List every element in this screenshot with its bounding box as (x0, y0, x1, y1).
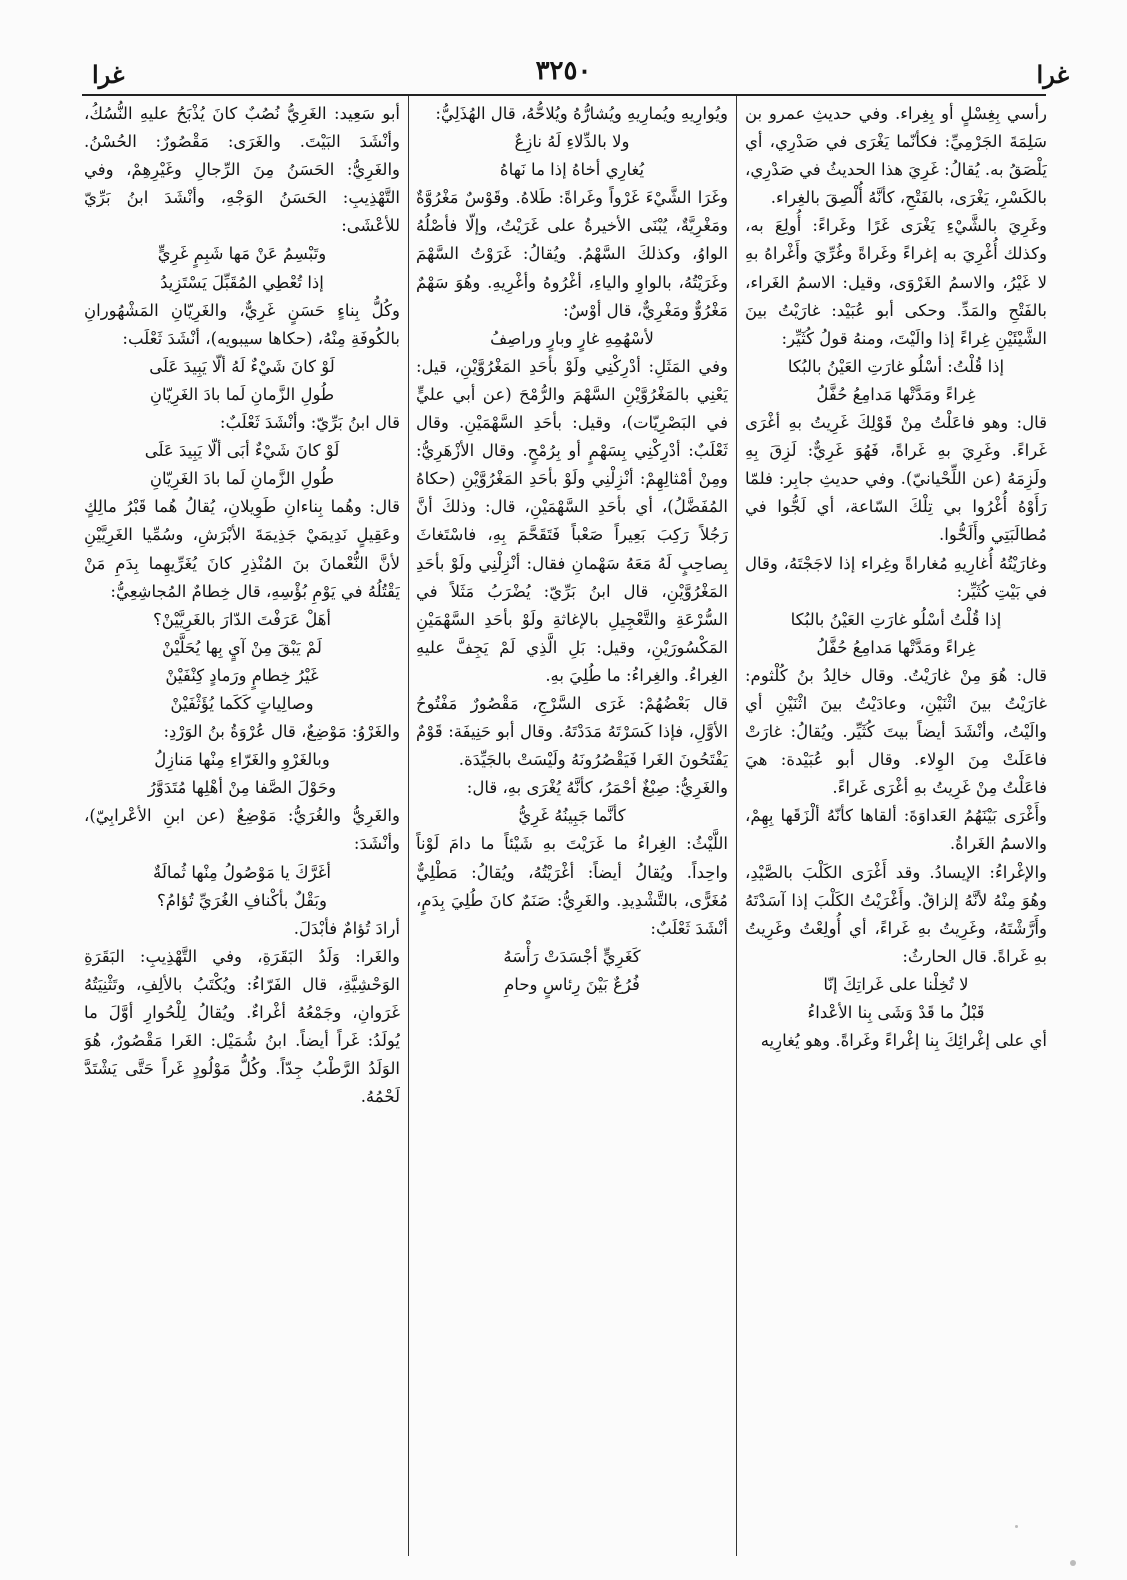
verse-line: لَمْ يَبْقَ مِنْ آيٍ بِها يُحَلَّيْنْ (162, 637, 322, 657)
verse-line: وبَقْلٌ بأكْنافِ الغُرَيِّ تُؤامُ؟ (157, 890, 327, 910)
entry-paragraph: أي على إغْرائِكَ بِنا إغْراءً وغَراةً. وهو يُغارِيه (760, 1031, 1047, 1051)
column-left (84, 100, 400, 1550)
column-right (745, 100, 1047, 1550)
verse-line: لَوْ كانَ شَيْءٌ لَهُ ألّا يَبِيدَ عَلَى (149, 356, 335, 376)
entry-paragraph: اللَّيْثُ: الغِراءُ ما غَرَيْتَ بهِ شَيْئاً ما دامَ لَوْناً واحِداً. ويُقالُ أيضاً: أغْرَيْتُهُ، ويُقالُ: مَطْلِيٌّ مُغَرًّى، بالتَّشْدِيدِ. والغَرِيُّ: صَنَمٌ كانَ طُلِيَ بِدَمٍ، أنْشَدَ ثَعْلَبٌ: (416, 834, 728, 938)
verse-line: يُغارِي أخاهُ إذا ما نَهاهُ (499, 160, 645, 180)
entry-paragraph: قال: وهُما بِناءانِ طَوِيلانِ، يُقالُ هُما قَبْرُ مالِكٍ وعَقِيلٍ نَدِيمَيْ جَذِيمَةَ الأبْرَشِ، وسُمِّيا الغَرِيَّيْنِ لأنَّ النُّعْمانَ بنَ المُنْذِرِ كانَ يُغَرِّيهِما بِدَمِ مَنْ يَقْتُلُهُ في يَوْمِ بُؤْسِهِ، قال خِطامٌ المُجاشِعِيُّ: (84, 497, 400, 601)
entry-paragraph: وفي المَثَلِ: أدْرِكْنِي ولَوْ بأحَدِ المَغْرُوَّيْنِ، قيل: يَعْنِي بالمَغْرُوَّيْنِ السَّهْمَ والرُّمْحَ (عن أبي عليٍّ في البَصْرِيّات)، وقيل: بأحَدِ السَّهْمَيْنِ. وقال ثَعْلَبٌ: أدْرِكْنِي بِسَهْمٍ أو بِرُمْحٍ. وقال الأزْهَرِيُّ: ومِنْ أمْثالِهِمْ: أنْزِلْنِي ولَوْ بأحَدِ المَغْرُوَّيْنِ (حكاهُ المُفَضَّلُ)، أي بأحَدِ السَّهْمَيْنِ، قال: وذلكَ أنَّ رَجُلاً رَكِبَ بَعِيراً صَعْباً فَتَقَحَّمَ بِهِ، فاسْتَغاثَ بِصاحِبٍ لَهُ مَعَهُ سَهْمانِ فقال: أنْزِلْنِي ولَوْ بأحَدِ المَغْرُوَّيْنِ، قال ابنُ بَرِّيّ: يُضْرَبُ مَثَلاً في السُّرْعَةِ والتَّعْجِيلِ بالإغاثةِ ولَوْ بأحَدِ السَّهْمَيْنِ المَكْسُورَيْنِ، وقيل: بَلِ الَّذِي لَمْ يَجِفَّ عليهِ الغِراءُ. والغِراءُ: ما طُلِيَ بهِ. (416, 356, 728, 685)
entry-paragraph: أرادَ تُؤامٌ فأبْدَلَ. (293, 918, 400, 938)
verse-line: أغَرَّكَ يا مَوْصُولُ مِنْها ثُمالَةٌ (153, 862, 331, 882)
verse-line: ولا بالدِّلاءِ لَهُ نازِعٌ (514, 132, 630, 152)
entry-paragraph: والغَرا: وَلَدُ البَقَرَةِ، وفي التَّهْذِيبِ: البَقَرَةِ الوَحْشِيَّةِ، قال الفَرّاءُ: ويُكْتَبُ بالألِفِ، وتَثْنِيَتُهُ غَرَوانِ، وجَمْعُهُ أغْراءٌ. ويُقالُ لِلْحُوارِ أوَّلَ ما يُولَدُ: غَراً أيضاً. ابنُ شُمَيْل: الغَرا مَقْصُورٌ، هُوَ الوَلَدُ الرَّطْبُ جِدّاً. وكُلُّ مَوْلُودٍ غَراً حَتَّى يَشْتَدَّ لَحْمُهُ. (84, 946, 400, 1107)
header-entry-word-left: غرا (92, 60, 125, 89)
verse-line: وبالغَرْوِ والغَرّاءِ مِنْها مَنازِلُ (154, 750, 330, 770)
verse-line: غِراءً ومَدَّتْها مَدامِعُ حُفَّلُ (816, 384, 976, 404)
entry-paragraph: قال: هُوَ مِنْ غارَيْتُ. وقال خالِدُ بنُ كُلْثوم: غارَيْتُ بينَ اثْنَيْنِ، وعادَيْتُ بينَ اثْنَيْنِ أي والَيْتُ، وأنْشَدَ أيضاً بيتَ كُثَيِّر. ويُقالُ: غارَتْ فاعَلَتْ مِنَ الوِلاء. وقال أبو عُبَيْدة: هيَ فاعَلْتُ مِنْ غَرِيتُ بهِ أغْرَى غَراءً. (745, 665, 1047, 798)
verse-line: كأنَّما جَبِينُهُ غَرِيُّ (518, 806, 626, 826)
verse-line: وتَبْسِمُ عَنْ مَها شَبِمٍ غَرِيٍّ (157, 244, 327, 264)
verse-line: إذا قُلْتُ: أسْلُو غارَتِ العَيْنُ بالبُكا (787, 356, 1005, 376)
verse-line: إذا قُلْتُ أسْلُو غارَتِ العَيْنُ بالبُكا (790, 609, 1002, 629)
entry-paragraph: والغَرِيُّ والغُرَيُّ: مَوْضِعٌ (عن ابنِ الأعْرابِيّ)، وأنْشَدَ: (84, 806, 400, 854)
entry-paragraph: وكُلُّ بِناءٍ حَسَنٍ غَرِيٌّ، والغَرِيّانِ المَشْهُورانِ بالكُوفَةِ مِنْهُ، (حكاها سيبويه)، أنْشَدَ ثَعْلَب: (84, 300, 400, 348)
entry-paragraph: ويُوارِيهِ ويُمارِيهِ ويُشارُّهُ ويُلاحُّهُ، قال الهُذَلِيُّ: (435, 104, 728, 123)
scan-speck (1070, 1560, 1076, 1566)
column-divider-right (736, 96, 737, 1556)
verse-line: وحَوْلَ الصَّفا مِنْ أهْلِها مُتَدَوَّرُ (147, 778, 337, 798)
entry-paragraph: والغَرْوُ: مَوْضِعٌ، قال عُرْوَةُ بنُ الوَرْدِ: (163, 722, 400, 742)
verse-line: قَبْلُ ما قَدْ وَشَى بِنا الأعْداءُ (807, 1003, 985, 1022)
verse-line: فُرُعٌ بَيْنَ رِئاسٍ وحامِ (504, 974, 640, 994)
column-middle (416, 100, 728, 1550)
entry-paragraph: أبو سَعِيد: الغَرِيُّ نُصُبٌ كانَ يُذْبَحُ عليهِ النُّسُكُ، وأنْشَدَ البَيْتَ. والغَرَى: مَقْصُورٌ: الحُسْنُ. والغَرِيُّ: الحَسَنُ مِنَ الرِّجالِ وغَيْرِهِمْ، وفي التَّهْذِيبِ: الحَسَنُ الوَجْهِ، وأنْشَدَ ابنُ بَرِّيّ للأعْشَى: (84, 104, 400, 236)
entry-paragraph: وغَرِيَ بالشَّيْءِ يَغْرَى غَرًا وغَراءً: أُولِعَ به، وكذلك أُغْرِيَ به إغراءً وغَراةً وغُرِّيَ وأَغْراهُ بهِ لا غَيْرُ، والاسمُ الغَرْوَى، وقيل: الاسمُ الغَراء، بالفَتْحِ والمَدِّ. وحكى أبو عُبَيْد: غارَيْتُ بينَ الشَّيْئَيْنِ غِراءً إذا والَيْتَ، ومنهُ قولُ كُثَيِّر: (745, 216, 1047, 348)
verse-line: أهَلْ عَرَفْتَ الدّارَ بالغَرِيَّيْنْ؟ (153, 609, 331, 629)
entry-paragraph: قال بَعْضُهُمْ: غَرَى السَّرْجِ، مَقْصُورٌ مَفْتُوحُ الأوَّلِ، فإذا كَسَرْتَهُ مَدَدْتَهُ. وقال أبو حَنِيفَة: قَوْمٌ يَفْتَحُونَ الغَرا فَيَقْصُرُونَهُ ولَيْسَتْ بالجَيِّدَة. (416, 693, 728, 770)
page-number: ٣٢٥٠ (535, 56, 592, 86)
entry-paragraph: والإغْراءُ: الإيسادُ. وقد أَغْرَى الكَلْبَ بالصَّيْدِ، وهُوَ مِنْهُ لأنَّهُ إلزاقٌ. وأَغْرَيْتُ الكَلْبَ إذا آسَدْتَهُ وأَرَّشْتَهُ، وغَرِيتُ بهِ غَراءً، أي أُولِعْتُ وغَرِيتُ بهِ غَراةً. قال الحارثُ: (745, 862, 1047, 966)
verse-line: وصالِياتٍ كَكَما يُؤَثْفَيْنْ (170, 693, 314, 713)
entry-paragraph: وغارَيْتُهُ أُغارِيهِ مُغاراةً وغِراء إذا لاجَجْتَهُ، وقال في بَيْتِ كُثَيِّر: (745, 553, 1047, 601)
header-entry-word-right: غرا (1036, 60, 1069, 89)
verse-line: طُولِ الزَّمانِ لَما بادَ الغَرِيّانِ (149, 469, 335, 489)
verse-line: طُولِ الزَّمانِ لَما بادَ الغَرِيّانِ (149, 384, 335, 404)
entry-paragraph: رأسي بِغِسْلٍ أو بِغِراء. وفي حديثِ عمرو بن سَلِمَةَ الجَرْمِيِّ: فكأنّما يَغْرَى في صَدْرِي، أي يَلْصَقُ به. يُقالُ: غَرِيَ هذا الحديثُ في صَدْرِي، بالكَسْرِ، يَغْرَى، بالفَتْحِ، كأنَّهُ أُلْصِقَ بالغِراء. (745, 104, 1047, 208)
entry-paragraph: والغَرِيُّ: صِبْغٌ أحْمَرُ، كأنَّهُ يُغْرَى بهِ، قال: (466, 778, 728, 798)
entry-paragraph: قال: وهو فاعَلْتُ مِنْ قَوْلِكَ غَرِيتُ بهِ أغْرَى غَراءً. وغَرِيَ بهِ غَراةً، فَهُوَ غَرِيٌّ: لَزِقَ بِهِ ولَزِمَهُ (عن اللِّحْيانيّ). وفي حديثِ جابِر: فلمّا رَأَوْهُ أُغْرُوا بي تِلْكَ السّاعة، أي لَجُّوا في مُطالَبَتِي وأَلَحُّوا. (745, 413, 1047, 545)
verse-line: لَوْ كانَ شَيْءٌ أبَى ألّا يَبِيدَ عَلَى (144, 441, 340, 461)
column-divider-left (408, 96, 409, 1556)
entry-paragraph: وغَرَا الشَّيْءَ غَرْواً وغَراةً: طَلاهُ. وقَوْسٌ مَغْرُوَّةٌ ومَغْرِيَّةٌ، يُبْنَى الأخيرةُ على غَرَيْتُ، وإلّا فأصْلُهُ الواوُ، وكذلكَ السَّهْمُ. ويُقالُ: غَرَوْتُ السَّهْمَ وغَرَيْتُهُ، بالواوِ والياءِ، أغْرُوهُ وأغْرِيهِ. وهُوَ سَهْمٌ مَغْرُوٌّ ومَغْرِيٌّ، قال أوْسٌ: (416, 188, 728, 320)
verse-line: غَيْرُ خِطامٍ ورَمادٍ كِنْفَيْنْ (165, 665, 319, 685)
verse-line: غِراءً ومَدَّتْها مَدامِعُ حُفَّلُ (816, 637, 976, 657)
entry-paragraph: قال ابنُ بَرِّيّ: وأنْشَدَ ثَعْلَبٌ: (219, 413, 400, 433)
header-rule (82, 94, 1046, 96)
scan-speck (1015, 1525, 1018, 1528)
verse-line: لأسْهُمِهِ غارٍ وبارٍ وراصِفُ (490, 328, 654, 348)
verse-line: إذا تُعْطِي المُقَبِّلَ يَسْتَزِيدُ (160, 272, 324, 292)
verse-line: كَغَرِيٍّ أجْسَدَتْ رَأْسَهُ (503, 946, 641, 966)
entry-paragraph: وأَغْرَى بَيْنَهُمُ العَداوَةَ: ألقاها كأنّهُ ألْزَقَها بِهِمْ، والاسمُ الغَراةُ. (745, 806, 1047, 854)
verse-line: لا تُخِلْنا على غَراتِكَ إنّا (823, 974, 969, 994)
